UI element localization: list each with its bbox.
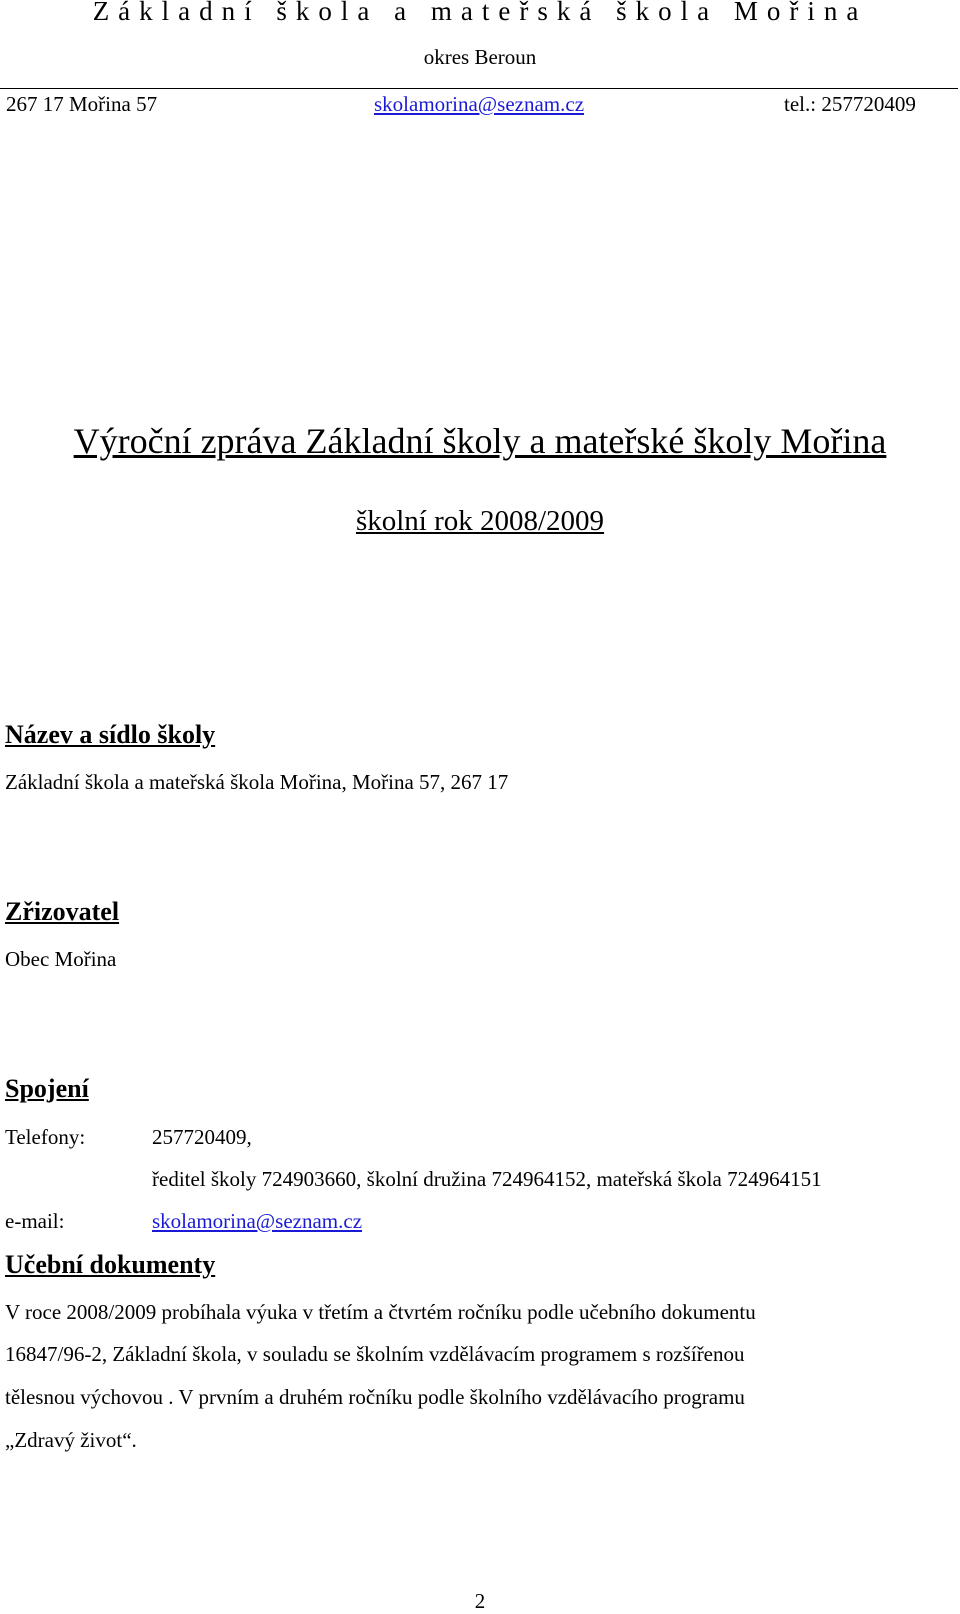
- curriculum-line: 16847/96-2, Základní škola, v souladu se školním vzdělávacím programem s rozšířenou: [5, 1342, 745, 1366]
- school-year-subtitle: školní rok 2008/2009: [355, 505, 605, 537]
- section-heading-founder: Zřizovatel: [5, 897, 120, 926]
- section-heading-contact: Spojení: [5, 1074, 89, 1103]
- contact-email-link[interactable]: skolamorina@seznam.cz: [152, 1209, 363, 1233]
- email-label: e-mail:: [5, 1209, 65, 1233]
- founder-text: Obec Mořina: [5, 947, 117, 971]
- phone-others: ředitel školy 724903660, školní družina 724964152, mateřská škola 724964151: [152, 1167, 822, 1191]
- school-name-seat-text: Základní škola a mateřská škola Mořina, Mořina 57, 267 17: [5, 770, 509, 794]
- curriculum-line: „Zdravý život“.: [5, 1428, 137, 1452]
- page-number: 2: [474, 1589, 486, 1613]
- header-address: 267 17 Mořina 57: [6, 92, 158, 116]
- school-name-header: Základní škola a mateřská škola Mořina: [92, 0, 868, 26]
- report-title: Výroční zpráva Základní školy a mateřské školy Mořina: [73, 421, 887, 461]
- section-heading-curriculum: Učební dokumenty: [5, 1250, 216, 1279]
- curriculum-line: V roce 2008/2009 probíhala výuka v třetím a čtvrtém ročníku podle učebního dokumentu: [5, 1300, 756, 1324]
- header-email-link[interactable]: skolamorina@seznam.cz: [374, 92, 585, 116]
- header-divider: [0, 88, 958, 89]
- phones-label: Telefony:: [5, 1125, 86, 1149]
- phone-main: 257720409,: [152, 1125, 252, 1149]
- header-phone: tel.: 257720409: [784, 92, 916, 116]
- section-heading-name-seat: Název a sídlo školy: [5, 720, 216, 749]
- curriculum-line: tělesnou výchovou . V prvním a druhém ročníku podle školního vzdělávacího programu: [5, 1385, 745, 1409]
- district-label: okres Beroun: [423, 45, 537, 69]
